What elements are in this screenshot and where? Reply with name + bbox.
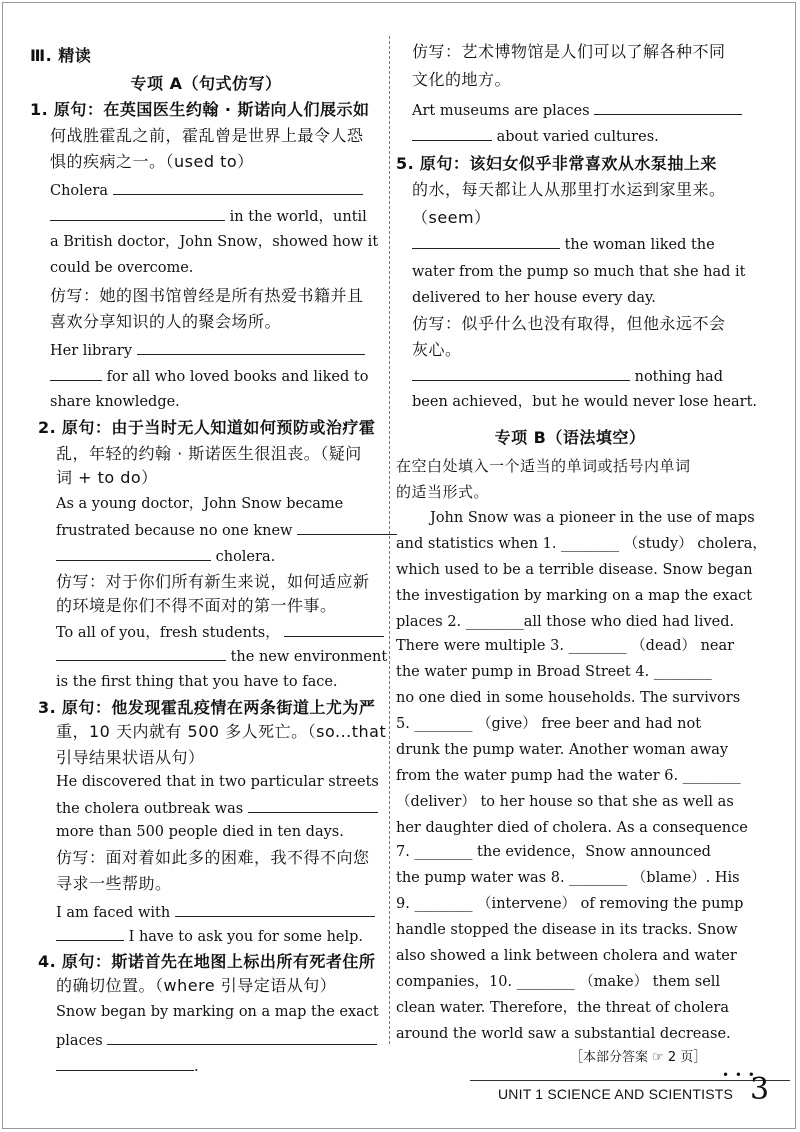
q5-ien-line2: been achieved，but he would never lose heart. [412, 394, 758, 410]
q3-imit-blank-2[interactable] [56, 926, 124, 941]
q3-ien-text1: I am faced with [56, 905, 171, 921]
footer-unit-title: UNIT 1 SCIENCE AND SCIENTISTS [498, 1086, 734, 1102]
q2-ien-text1: To all of you，fresh students， [56, 625, 280, 641]
passage-line: no one died in some households. The survivors [396, 690, 741, 706]
q3-orig-line3: 引导结果状语从句） [56, 748, 205, 767]
passage-line: the investigation by marking on a map the exact [396, 588, 753, 604]
passage-line: 5. ________ （give） free beer and had not [396, 716, 702, 732]
q2-blank-2[interactable] [56, 546, 211, 561]
q5-blank-1[interactable] [412, 234, 560, 249]
q3-original [38, 698, 382, 718]
q3-blank-1[interactable] [248, 798, 378, 813]
q4-en-line1: Snow began by marking on a map the exact [56, 1004, 379, 1020]
q2-en-text3: cholera. [215, 549, 276, 565]
q5-original [396, 154, 744, 174]
q4-blank-1[interactable] [107, 1030, 377, 1045]
q4-en-line2 [56, 1030, 382, 1051]
page-number: 3 [750, 1072, 770, 1107]
q3-ien-line1 [56, 902, 382, 923]
q1-imit-line2: 喜欢分享知识的人的聚会场所。 [50, 312, 282, 331]
q1-en-text1: Cholera [50, 183, 108, 199]
q2-original [38, 418, 382, 438]
q4-orig-line1: 原句：斯诺首先在地图上标出所有死者住所 [61, 952, 376, 971]
q2-number: 2. [38, 418, 57, 437]
q1-orig-line3: 惧的疾病之一。（used to） [50, 152, 254, 171]
q2-ien-line3: is the first thing that you have to face. [56, 674, 338, 690]
q4-number: 4. [38, 952, 57, 971]
q5-ien-line1 [412, 366, 744, 387]
passage-line: There were multiple 3. ________ （dead） near [396, 638, 735, 654]
passage-line: drunk the pump water. Another woman away [396, 742, 729, 758]
q3-en-line1: He discovered that in two particular streets [56, 774, 379, 790]
q1-imit-blank-1[interactable] [137, 340, 365, 355]
q2-orig-line1: 原句：由于当时无人知道如何预防或治疗霍 [61, 418, 376, 437]
q3-en-line2 [56, 798, 382, 819]
q2-imit-blank-1[interactable] [284, 622, 384, 637]
q5-imit-line1: 仿写：似乎什么也没有取得，但他永远不会 [412, 314, 726, 333]
q5-imit-line2: 灰心。 [412, 340, 462, 359]
q3-number: 3. [38, 698, 57, 717]
q2-orig-line3: 词 + to do） [56, 468, 158, 487]
passage-line: around the world saw a substantial decrease. [396, 1026, 731, 1042]
q3-orig-line2: 重，10 天内就有 500 多人死亡。（so...that [56, 722, 387, 741]
q1-ien-line3: share knowledge. [50, 394, 180, 410]
answer-reference: ［本部分答案 ☞ 2 页］ [570, 1050, 707, 1065]
q1-imit-line1: 仿写：她的图书馆曾经是所有热爱书籍并且 [50, 286, 364, 305]
q5-number: 5. [396, 154, 415, 173]
passage-line: handle stopped the disease in its tracks. Snow [396, 922, 738, 938]
q2-en-line3 [56, 546, 382, 567]
passage-line: the pump water was 8. ________ （blame）. His [396, 870, 740, 886]
q2-ien-text2: the new environment [230, 649, 388, 665]
section-heading: Ⅲ. 精读 [30, 46, 92, 65]
q4-imit-blank-2[interactable] [412, 126, 492, 141]
q4-ien-line1 [412, 100, 744, 121]
b-instruction-line2: 的适当形式。 [396, 483, 490, 501]
q3-imit-blank-1[interactable] [175, 902, 375, 917]
q1-en-line1 [50, 180, 382, 201]
q1-en-line4: could be overcome. [50, 260, 194, 276]
column-divider [389, 36, 390, 1044]
q5-orig-line1: 原句：该妇女似乎非常喜欢从水泵抽上来 [419, 154, 717, 173]
q5-en-line2: water from the pump so much that she had it [412, 264, 746, 280]
q1-orig-line1: 原句：在英国医生约翰 · 斯诺向人们展示如 [53, 100, 370, 119]
q2-ien-line1 [56, 622, 382, 643]
q4-en-text3: . [194, 1059, 199, 1075]
q1-ien-text1: Her library [50, 343, 133, 359]
q5-orig-line3: （seem） [412, 208, 491, 227]
q2-en-line1: As a young doctor，John Snow became [56, 496, 344, 512]
q4-imit-line2: 文化的地方。 [412, 70, 512, 89]
footer-rule [470, 1080, 790, 1081]
q4-imit-blank-1[interactable] [594, 100, 742, 115]
passage-line: the water pump in Broad Street 4. ________ [396, 664, 712, 680]
q1-en-text2: in the world，until [229, 209, 367, 225]
q4-orig-line2: 的确切位置。（where 引导定语从句） [56, 976, 337, 995]
topic-b-heading: 专项 B（语法填空） [494, 428, 646, 447]
passage-line: John Snow was a pioneer in the use of maps [430, 510, 755, 526]
q5-imit-blank-1[interactable] [412, 366, 630, 381]
q4-en-line3 [56, 1056, 382, 1077]
q1-original [30, 100, 382, 120]
q3-imit-line1: 仿写：面对着如此多的困难，我不得不向您 [56, 848, 370, 867]
passage-line: places 2. ________all those who died had lived. [396, 614, 735, 630]
q4-imit-line1: 仿写：艺术博物馆是人们可以了解各种不同 [412, 42, 726, 61]
q4-original [38, 952, 382, 972]
q1-en-line2 [50, 206, 382, 227]
q1-imit-blank-2[interactable] [50, 366, 102, 381]
q1-orig-line2: 何战胜霍乱之前，霍乱曾是世界上最令人恐 [50, 126, 364, 145]
q3-orig-line1: 原句：他发现霍乱疫情在两条街道上尤为严 [61, 698, 376, 717]
passage-line: 9. ________ （intervene） of removing the pump [396, 896, 744, 912]
q4-ien-text1: Art museums are places [412, 103, 590, 119]
q2-orig-line2: 乱，年轻的约翰 · 斯诺医生很沮丧。（疑问 [56, 444, 362, 463]
passage-line: 7. ________ the evidence，Snow announced [396, 844, 711, 860]
q4-ien-line2 [412, 126, 744, 147]
q2-imit-line1: 仿写：对于你们所有新生来说，如何适应新 [56, 572, 370, 591]
q1-ien-line2 [50, 366, 382, 387]
q4-blank-2[interactable] [56, 1056, 194, 1071]
q3-imit-line2: 寻求一些帮助。 [56, 874, 172, 893]
decorative-dots: • • • [722, 1068, 756, 1082]
q4-ien-text2: about varied cultures. [496, 129, 659, 145]
q3-en-line3: more than 500 people died in ten days. [56, 824, 344, 840]
q5-en-text1: the woman liked the [564, 237, 715, 253]
q5-orig-line2: 的水，每天都让人从那里打水运到家里来。 [412, 180, 726, 199]
passage-line: and statistics when 1. ________ （study） cholera， [396, 536, 767, 552]
passage-line: which used to be a terrible disease. Snow began [396, 562, 753, 578]
q1-ien-text2: for all who loved books and liked to [106, 369, 369, 385]
q3-ien-text2: I have to ask you for some help. [128, 929, 364, 945]
passage-line: her daughter died of cholera. As a consequence [396, 820, 748, 836]
q5-en-line3: delivered to her house every day. [412, 290, 656, 306]
passage-line: from the water pump had the water 6. ________ [396, 768, 741, 784]
q1-en-line3: a British doctor，John Snow，showed how it [50, 234, 379, 250]
passage-line: companies，10. ________ （make） them sell [396, 974, 721, 990]
q1-blank-2[interactable] [50, 206, 225, 221]
q2-imit-blank-2[interactable] [56, 646, 226, 661]
q3-ien-line2 [56, 926, 382, 947]
b-instruction-line1: 在空白处填入一个适当的单词或括号内单词 [396, 457, 691, 475]
q2-blank-1[interactable] [297, 520, 397, 535]
q4-en-text2: places [56, 1033, 103, 1049]
q1-blank-1[interactable] [113, 180, 363, 195]
q1-ien-line1 [50, 340, 382, 361]
q2-en-line2 [56, 520, 382, 541]
q2-ien-line2 [56, 646, 388, 667]
q5-en-line1 [412, 234, 744, 255]
q1-number: 1. [30, 100, 49, 119]
q3-en-text2: the cholera outbreak was [56, 801, 244, 817]
topic-a-heading: 专项 A（句式仿写） [130, 74, 282, 93]
q2-imit-line2: 的环境是你们不得不面对的第一件事。 [56, 596, 337, 615]
q5-ien-text1: nothing had [634, 369, 723, 385]
passage-line: clean water. Therefore，the threat of cholera [396, 1000, 729, 1016]
passage-line: （deliver） to her house so that she as well as [396, 794, 734, 810]
passage-line: also showed a link between cholera and water [396, 948, 737, 964]
q2-en-text2: frustrated because no one knew [56, 523, 293, 539]
